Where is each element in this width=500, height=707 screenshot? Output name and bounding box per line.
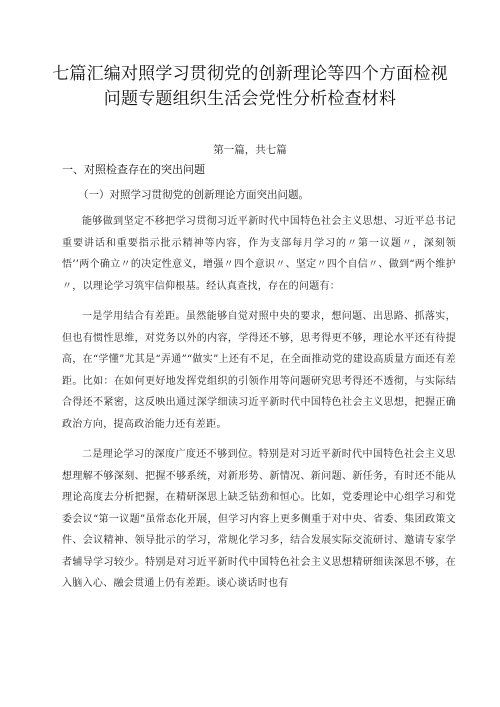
section-heading: 一、对照检查存在的突出问题 (62, 163, 205, 176)
subsection-heading: （一）对照学习贯彻党的创新理论方面突出问题。 (78, 189, 309, 201)
paragraph-intro: 能够做到坚定不移把学习贯彻习近平新时代中国特色社会主义思想、习近平总书记重要讲话和重要指示批示精神等内容，作为支部每月学习的〃第一议题〃，深刻领悟’’两个确立〃的决定性意义，增强〃四个意识〃、坚定〃四个自信〃、做到“两个维护〃，以理论学习筑牢信仰根基。经认真查找，存在的问题有： (62, 216, 456, 292)
body-text (62, 211, 456, 595)
chapter-indicator: 第一篇，共七篇 (213, 144, 287, 156)
paragraph-point-1: 一是学用结合有差距。虽然能够自觉对照中央的要求，想问题、出思路、抓落实，但也有惯性思维，对党务以外的内容，学得还不够，思考得更不够，理论水平还有待提高，在“学懂”尤其是“弄通”“做实”上还有不足，在全面推动党的建设高质量方面还有差距。比如：在如何更好地发挥党组织的引领作用等问题研究思考得还不透彻，与实际结合得还不紧密，这反映出通过深学细读习近平新时代中国特色社会主义思想，把握正确政治方向，提高政治能力还有差距。 (62, 311, 456, 430)
title-line-1: 七篇汇编对照学习贯彻党的创新理论等四个方面检视 (52, 64, 448, 84)
document-title (40, 62, 460, 112)
paragraph-point-2: 二是理论学习的深度广度还不够到位。特别是对习近平新时代中国特色社会主义思想理解不够深刻、把握不够系统，对新形势、新情况、新问题、新任务，有时还不能从理论高度去分析把握，在精研深思上缺乏钻劲和恒心。比如，党委理论中心组学习和党委会议“第一议题”虽常态化开展，但学习内容上更多侧重于对中央、省委、集团政策文件、会议精神、领导批示的学习，常规化学习多，结合发展实际交流研讨、邀请专家学者辅导学习较少。特别是对习近平新时代中国特色社会主义思想精研细读深思不够，在入脑入心、融会贯通上仍有差距。谈心谈话时也有 (62, 449, 456, 589)
title-line-2: 问题专题组织生活会党性分析检查材料 (103, 89, 397, 109)
